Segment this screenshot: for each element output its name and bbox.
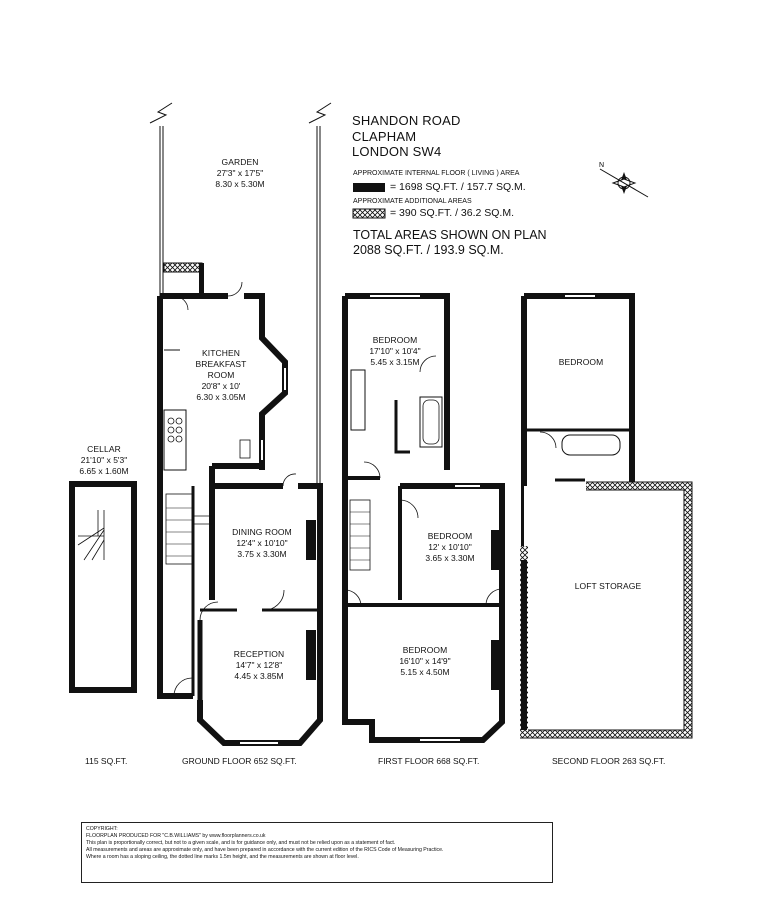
dining-room-dim-metric: 3.75 x 3.30M [237,549,287,559]
garden-dim-imperial: 27'3" x 17'5" [216,168,264,178]
additional-area-label: APPROXIMATE ADDITIONAL AREAS [353,198,472,205]
kitchen-dim-imperial: 20'8" x 10' [201,381,241,391]
bedroom-ff-middle-name: BEDROOM [427,531,473,541]
copyright-line2: This plan is proportionally correct, but not to a given scale, and is for guidance only, and must not be relied upon as a statement of fact. [86,840,396,847]
cellar-dim-imperial: 21'10" x 5'3" [80,455,128,465]
bedroom-sf-name: BEDROOM [558,357,604,367]
reception-dim-imperial: 14'7" x 12'8" [235,660,283,670]
kitchen-dim-metric: 6.30 x 3.05M [196,392,246,402]
copyright-line1: FLOORPLAN PRODUCED FOR "C.B.WILLIAMS" by www.floorplanners.co.uk [86,833,266,840]
internal-area-swatch [353,183,385,192]
total-area-label: TOTAL AREAS SHOWN ON PLAN [353,228,547,242]
reception-dim-metric: 4.45 x 3.85M [234,671,284,681]
copyright-heading: COPYRIGHT: [86,826,118,832]
copyright-line4: Where a room has a sloping ceiling, the dotted line marks 1.5m height, and the measurements are shown at floor level. [86,854,359,861]
bedroom-ff-front-dim-imperial: 16'10" x 14'9" [399,656,451,666]
copyright-box [81,822,553,883]
additional-area-swatch [353,209,385,218]
garden-dim-metric: 8.30 x 5.30M [215,179,265,189]
additional-area-value: = 390 SQ.FT. / 36.2 SQ.M. [390,207,515,219]
address-line3: LONDON SW4 [352,144,442,159]
address-line1: SHANDON ROAD [352,113,461,128]
reception-name: RECEPTION [233,649,285,659]
kitchen-name-line2: BREAKFAST [195,359,247,369]
dining-room-name: DINING ROOM [232,527,292,537]
cellar-name: CELLAR [87,444,121,454]
north-arrow-icon [599,162,648,197]
ground-floor-label: GROUND FLOOR 652 SQ.FT. [182,756,297,766]
bedroom-ff-middle-dim-metric: 3.65 x 3.30M [425,553,475,563]
internal-area-label: APPROXIMATE INTERNAL FLOOR ( LIVING ) AREA [353,170,520,177]
bedroom-ff-rear-dim-metric: 5.45 x 3.15M [370,357,420,367]
internal-area-value: = 1698 SQ.FT. / 157.7 SQ.M. [390,181,526,193]
bedroom-ff-rear-dim-imperial: 17'10" x 10'4" [369,346,421,356]
garden-name: GARDEN [221,157,259,167]
second-floor-label: SECOND FLOOR 263 SQ.FT. [552,756,666,766]
copyright-line3: All measurements and areas are approximate only, and have been prepared in accordance with the current edition of the RICS Code of Measuring Practice. [86,847,444,854]
cellar-dim-metric: 6.65 x 1.60M [79,466,129,476]
total-area-value: 2088 SQ.FT. / 193.9 SQ.M. [353,243,504,257]
bedroom-ff-rear-name: BEDROOM [372,335,418,345]
first-floor-label: FIRST FLOOR 668 SQ.FT. [378,756,480,766]
loft-storage-area [524,486,684,730]
dining-room-dim-imperial: 12'4" x 10'10" [236,538,288,548]
bedroom-ff-middle-dim-imperial: 12' x 10'10" [428,542,472,552]
bedroom-ff-front-dim-metric: 5.15 x 4.50M [400,667,450,677]
kitchen-name-line1: KITCHEN [201,348,241,358]
svg-text:N: N [599,162,605,169]
cellar-floor-label: 115 SQ.FT. [85,756,128,766]
bedroom-ff-front-name: BEDROOM [402,645,448,655]
address-line2: CLAPHAM [352,129,417,144]
cellar-plan [72,484,134,690]
loft-storage-name: LOFT STORAGE [574,581,642,591]
garden-storage-hatch [164,263,202,272]
kitchen-name-line3: ROOM [207,370,235,380]
